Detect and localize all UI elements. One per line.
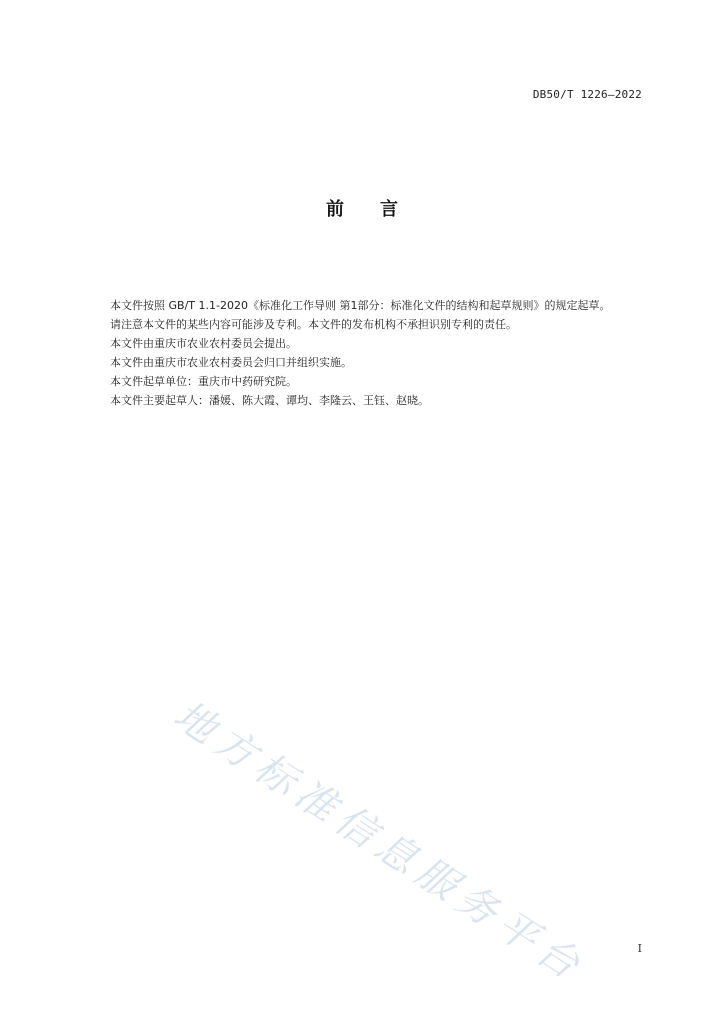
paragraph-main-drafters: 本文件主要起草人：潘媛、陈大霞、谭均、李隆云、王钰、赵晓。 [110, 394, 429, 407]
heading-char-1: 前 [326, 199, 344, 220]
page-number: I [637, 942, 642, 955]
paragraph-drafting-rules: 本文件按照 GB/T 1.1-2020《标准化工作导则 第1部分：标准化文件的结构和起草规则》的规定起草。 [110, 299, 611, 312]
heading-char-2: 言 [380, 199, 398, 220]
section-heading [0, 195, 724, 221]
paragraph-patent-notice: 请注意本文件的某些内容可能涉及专利。本文件的发布机构不承担识别专利的责任。 [110, 318, 517, 331]
document-code: DB50/T 1226—2022 [532, 88, 642, 101]
paragraph-administrator: 本文件由重庆市农业农村委员会归口并组织实施。 [110, 356, 352, 369]
foreword-body [86, 296, 658, 410]
watermark-text: 地方标准信息服务平台 [165, 692, 594, 993]
paragraph-drafting-unit: 本文件起草单位：重庆市中药研究院。 [110, 375, 297, 388]
paragraph-proposer: 本文件由重庆市农业农村委员会提出。 [110, 337, 297, 350]
